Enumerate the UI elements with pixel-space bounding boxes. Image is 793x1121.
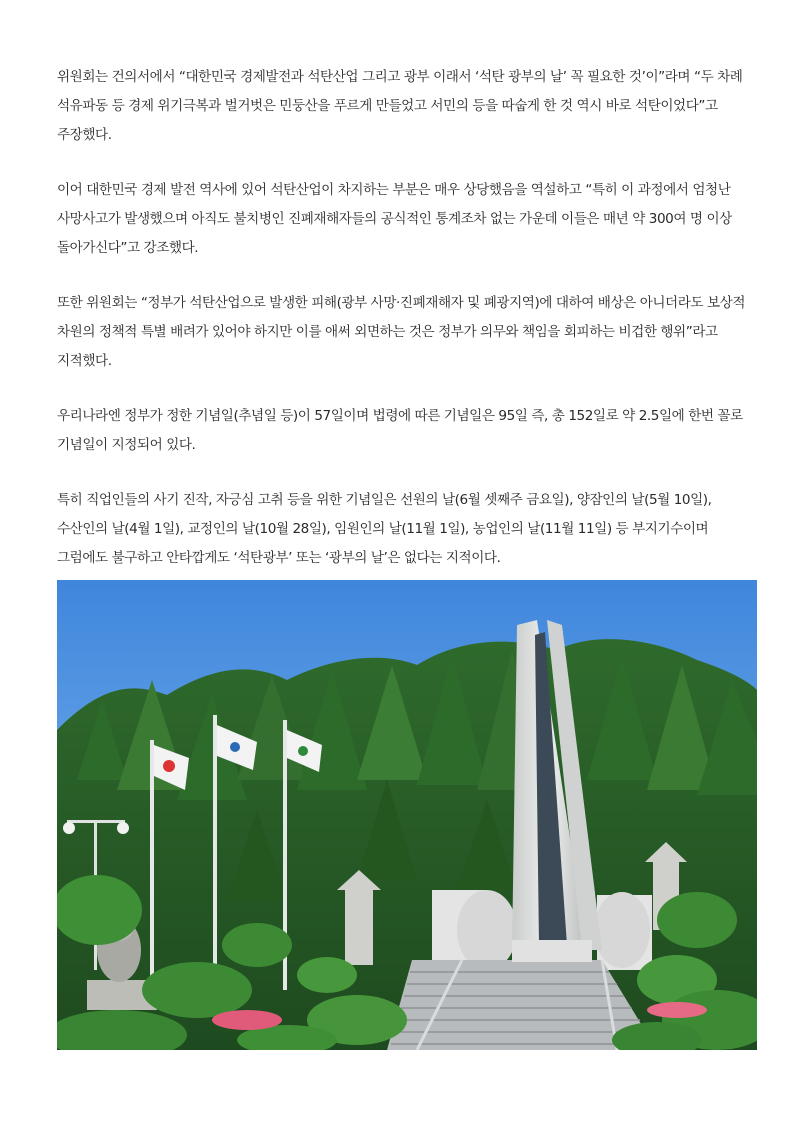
memorial-photo (57, 580, 757, 1050)
paragraph-4: 우리나라엔 정부가 정한 기념일(추념일 등)이 57일이며 법령에 따른 기념일은 95일 즉, 총 152일로 약 2.5일에 한번 꼴로 기념일이 지정되어 있다. (57, 408, 743, 453)
article-body (57, 63, 747, 599)
paragraph-1: 위원회는 건의서에서 “대한민국 경제발전과 석탄산업 그리고 광부 이래서 ‘석탄 광부의 날’ 꼭 필요한 것’이”라며 “두 차례 석유파동 등 경제 위기극복과 벌거벗은 민둥산을 푸르게 만들었고 서민의 등을 따숩게 한 것 역시 바로 석탄이었다”고 주장했다. (57, 69, 743, 143)
memorial-illustration (57, 580, 757, 1050)
paragraph-3: 또한 위원회는 “정부가 석탄산업으로 발생한 피해(광부 사망·진폐재해자 및 폐광지역)에 대하여 배상은 아니더라도 보상적 차원의 정책적 특별 배려가 있어야 하지만 이를 애써 외면하는 것은 정부가 의무와 책임을 회피하는 비겁한 행위”라고 지적했다. (57, 295, 746, 369)
paragraph-5: 특히 직업인들의 사기 진작, 자긍심 고취 등을 위한 기념일은 선원의 날(6월 셋째주 금요일), 양잠인의 날(5월 10일), 수산인의 날(4월 1일), 교정인의 날(10월 28일), 임원인의 날(11월 1일), 농업인의 날(11월 11일) 등 부지기수이며 그럼에도 불구하고 안타깝게도 ‘석탄광부’ 또는 ‘광부의 날’은 없다는 지적이다. (57, 492, 712, 566)
paragraph-2: 이어 대한민국 경제 발전 역사에 있어 석탄산업이 차지하는 부분은 매우 상당했음을 역설하고 “특히 이 과정에서 엄청난 사망사고가 발생했으며 아직도 불치병인 진폐재해자들의 공식적인 통계조차 없는 가운데 이들은 매년 약 300여 명 이상 돌아가신다”고 강조했다. (57, 182, 732, 256)
